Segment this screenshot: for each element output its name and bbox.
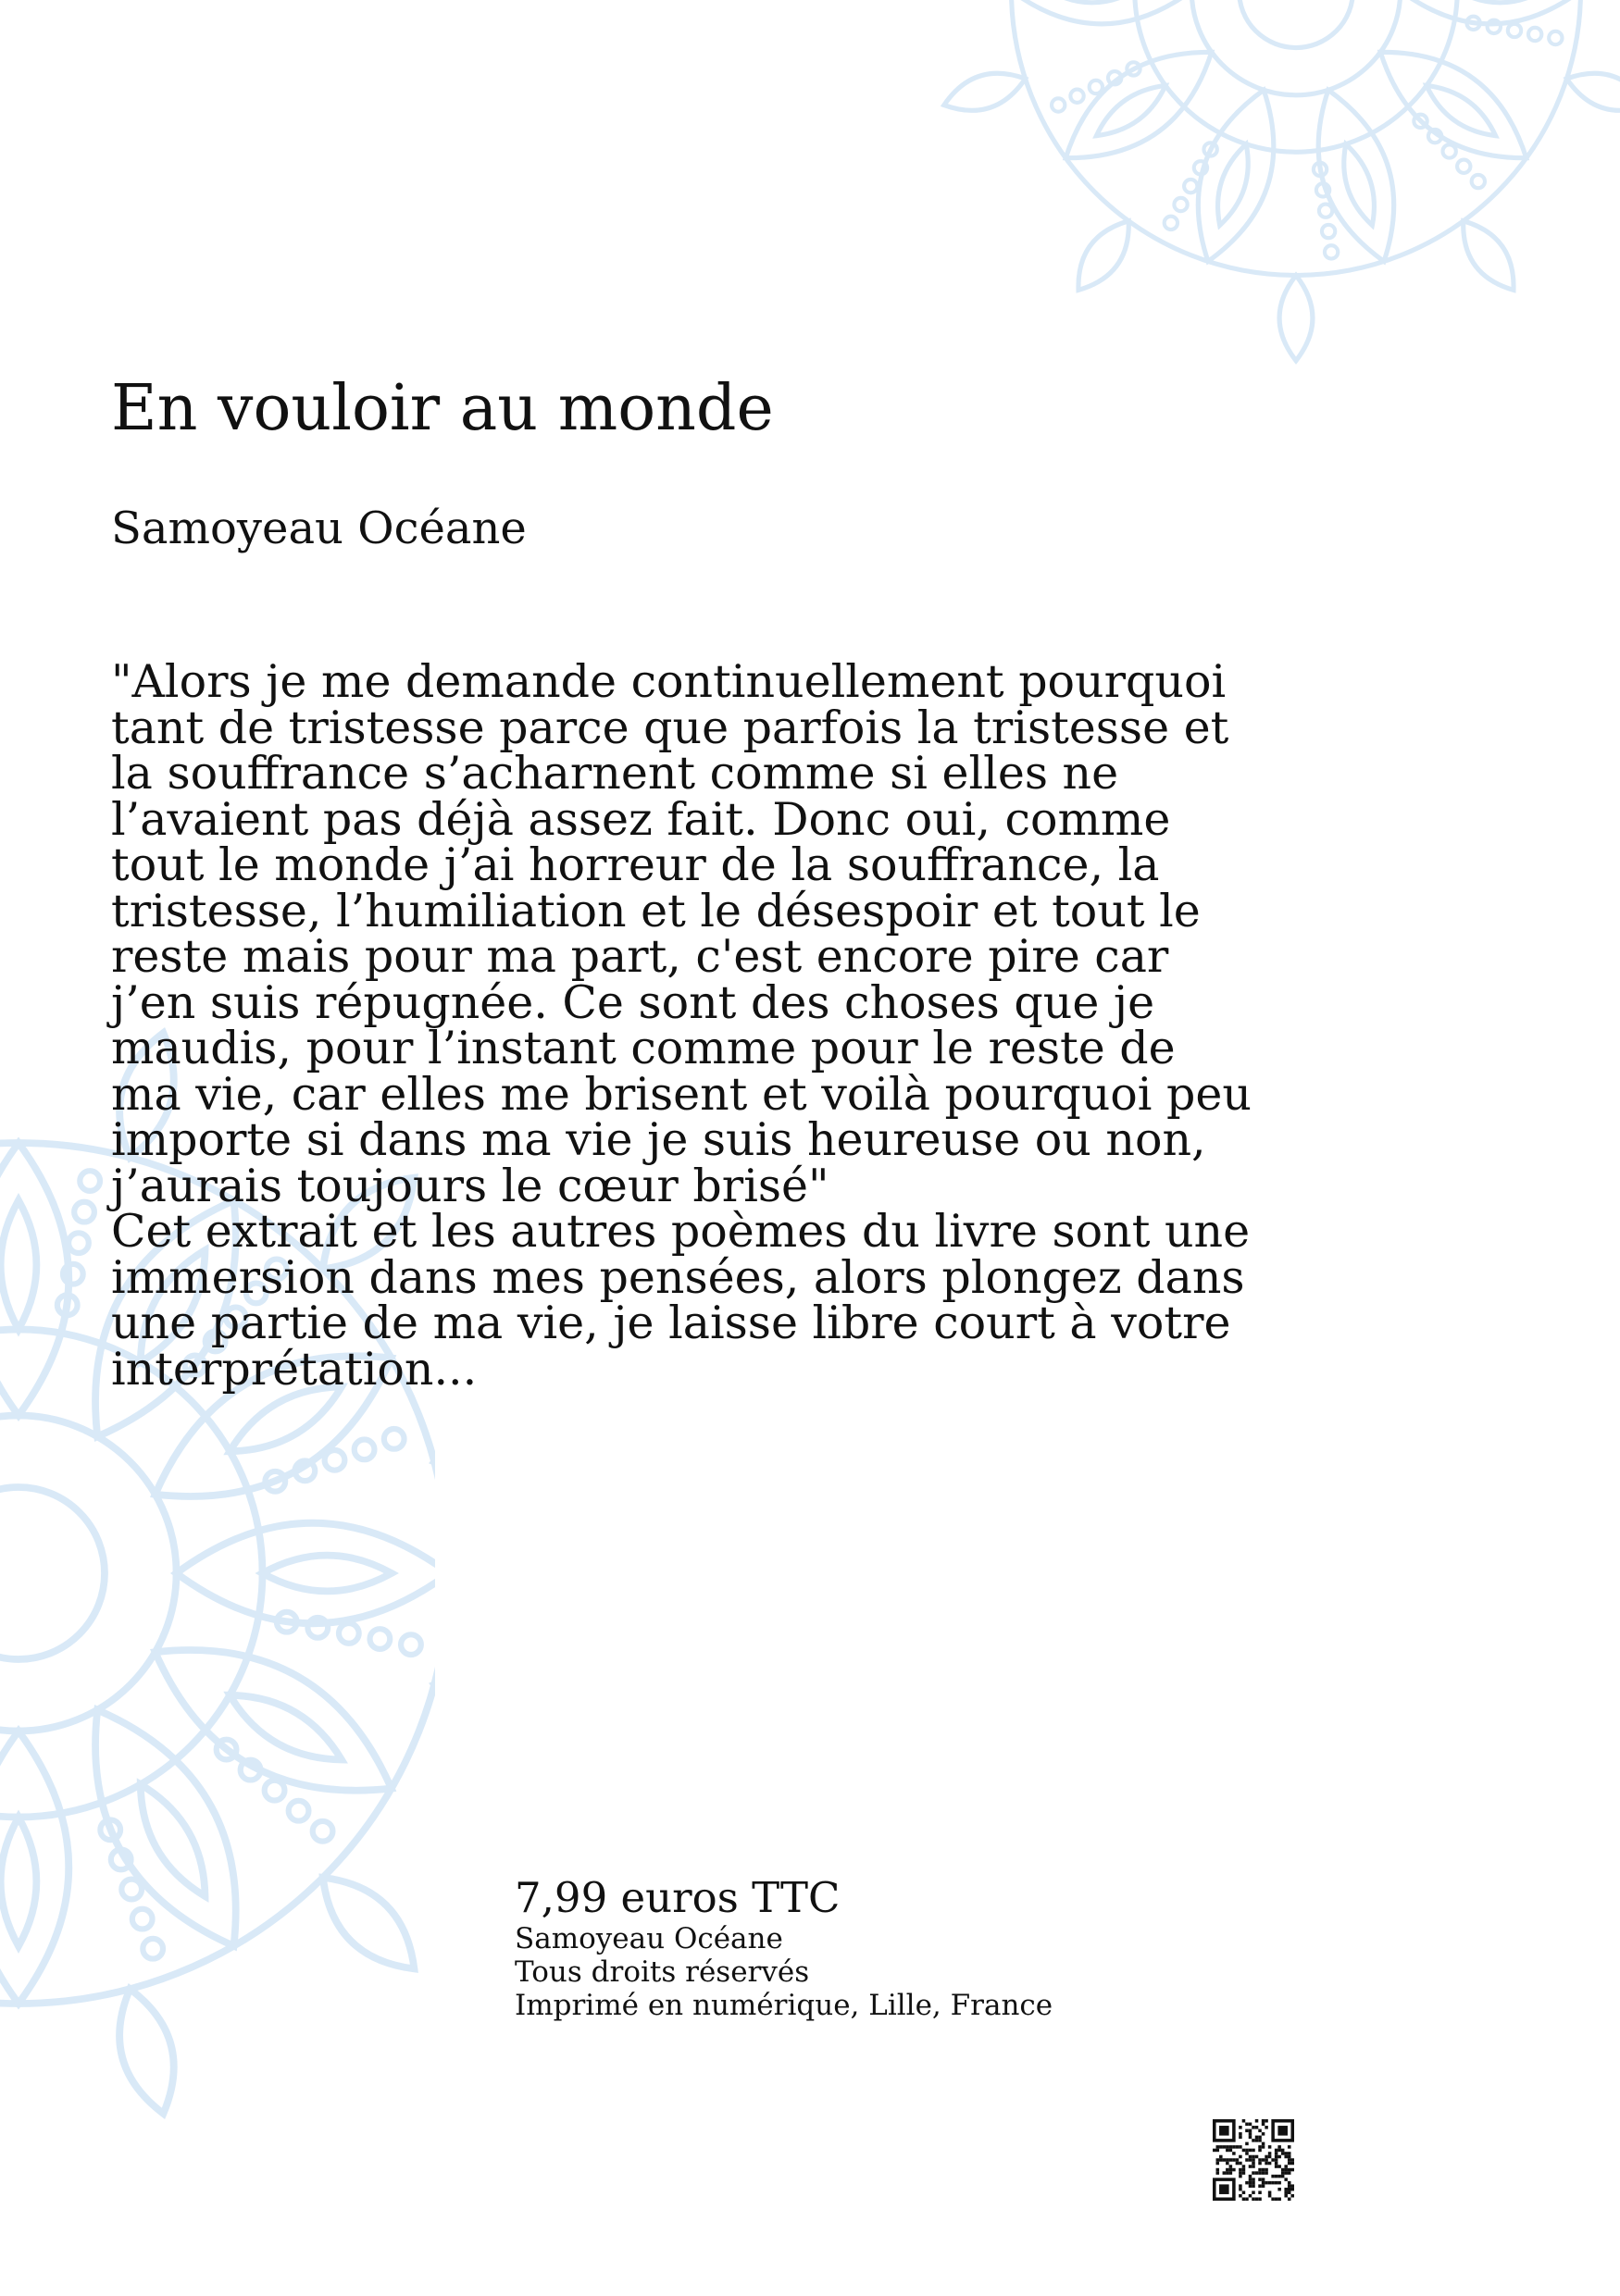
imprint-author: Samoyeau Océane: [515, 1921, 783, 1955]
book-author: Samoyeau Océane: [111, 503, 527, 554]
imprint-printing: Imprimé en numérique, Lille, France: [515, 1988, 1053, 2022]
blurb-excerpt: "Alors je me demande continuellement pourquoi tant de tristesse parce que parfois la tristesse et la souffrance s’acharnent comme si elles ne l’avaient pas déjà assez fait. Donc oui, comme tout le monde j’ai horreur de la souffrance, la tristesse, l’humiliation et le désespoir et tout le reste mais pour ma part, c'est encore pire car j’en suis répugnée. Ce sont des choses que je maudis, pour l’instant comme pour le reste de ma vie, car elles me brisent et voilà pourquoi peu importe si dans ma vie je suis heureuse ou non, j’aurais toujours le cœur brisé": [111, 655, 1252, 1212]
blurb-description: Cet extrait et les autres poèmes du livre sont une immersion dans mes pensées, alors plongez dans une partie de ma vie, je laisse libre court à votre interprétation...: [111, 1205, 1251, 1396]
price-label: 7,99 euros TTC: [515, 1873, 841, 1922]
imprint-rights: Tous droits réservés: [515, 1955, 810, 1989]
book-title: En vouloir au monde: [111, 372, 774, 445]
imprint-block: [515, 1874, 1348, 2022]
qr-code-icon: [1213, 2119, 1294, 2201]
mandala-ornament-top: [916, 0, 1620, 370]
back-cover-blurb: [111, 655, 1259, 1396]
